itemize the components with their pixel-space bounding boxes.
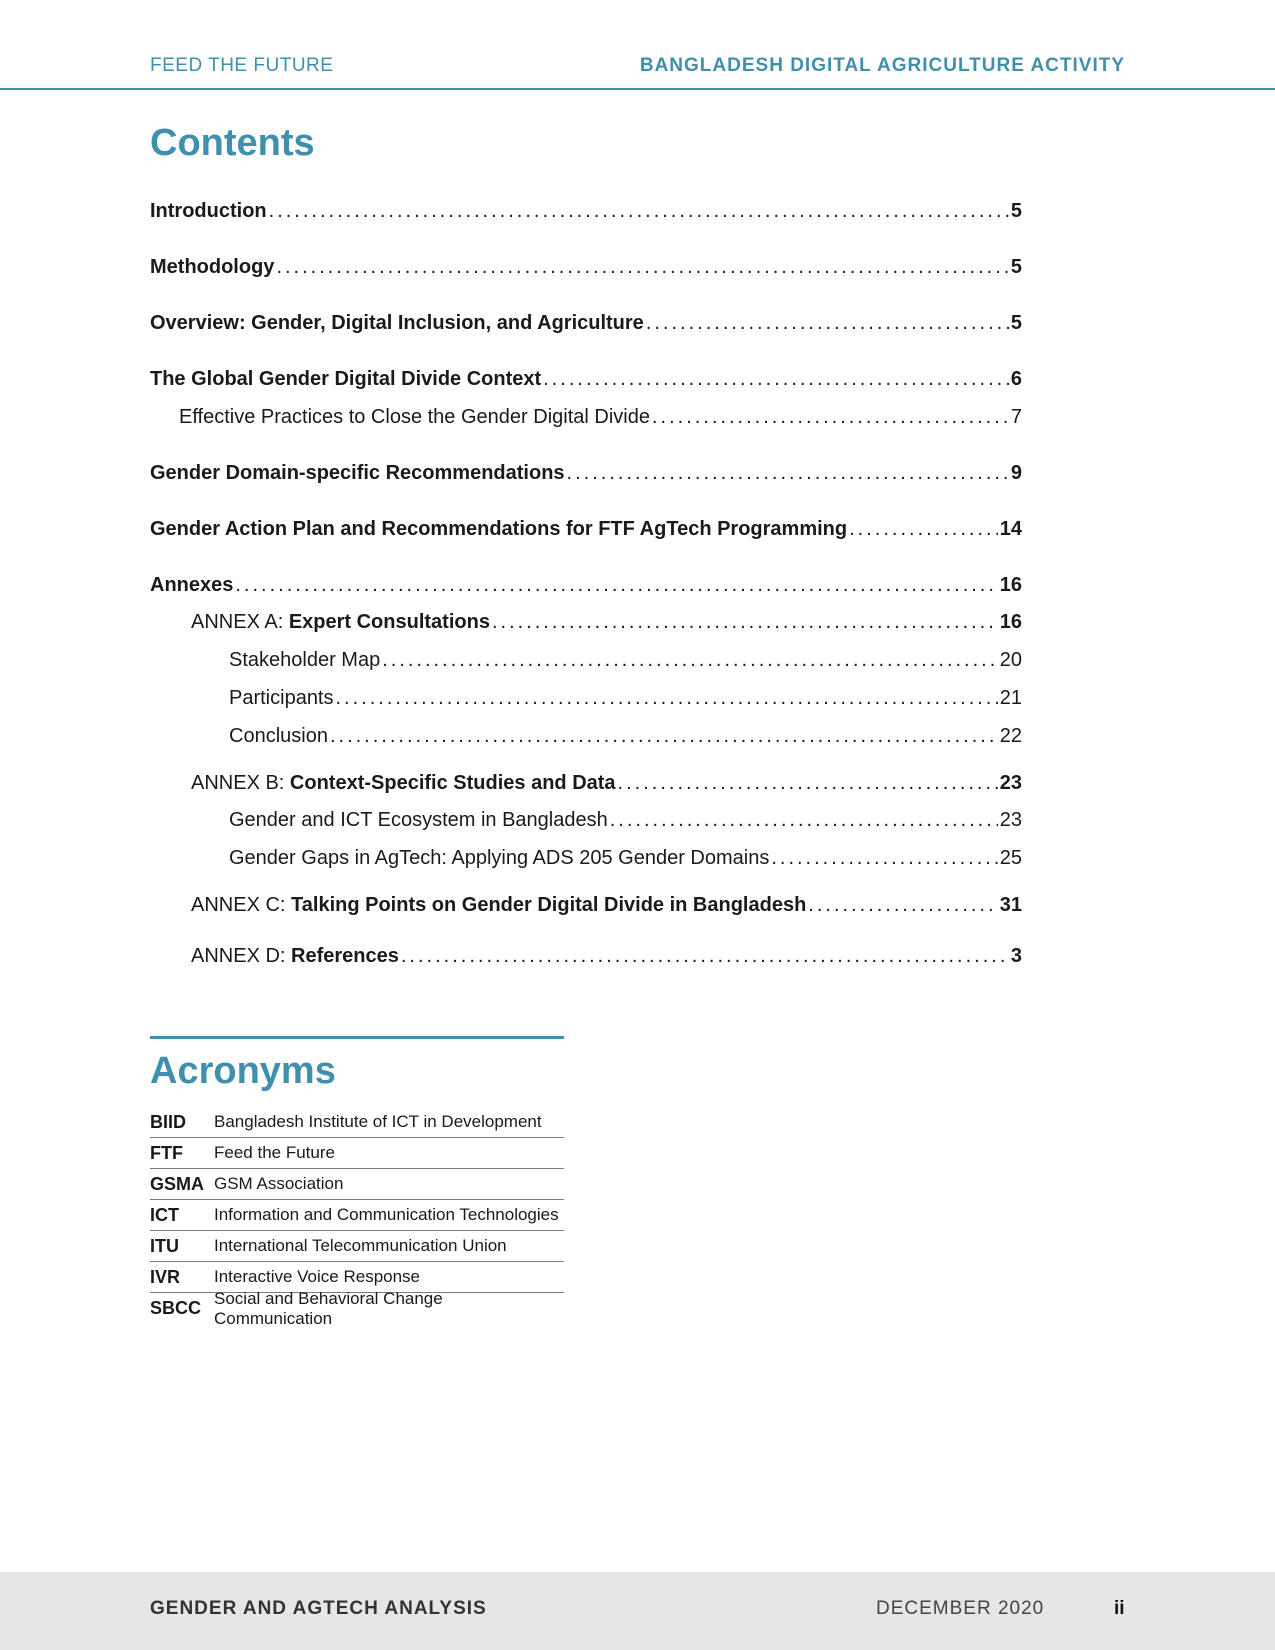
toc-entry-action-plan[interactable] xyxy=(150,516,1022,542)
contents-title: Contents xyxy=(150,122,315,164)
acronym-definition: Interactive Voice Response xyxy=(214,1267,421,1286)
toc-entry-overview[interactable] xyxy=(150,310,1022,336)
toc-entry-page: 23 xyxy=(999,772,1022,794)
acronyms-table xyxy=(150,1107,564,1328)
toc-leader-dots xyxy=(235,572,997,598)
toc-entry-label: Conclusion xyxy=(229,725,328,747)
toc-entry-page: 20 xyxy=(999,649,1022,671)
header-program-name: FEED THE FUTURE xyxy=(150,55,334,76)
footer-document-title: GENDER AND AGTECH ANALYSIS xyxy=(150,1598,487,1619)
toc-entry-page: 5 xyxy=(1010,312,1022,334)
page-header xyxy=(0,0,1275,90)
acronym-row xyxy=(150,1138,564,1169)
annex-prefix: ANNEX C: xyxy=(191,894,292,916)
toc-leader-dots xyxy=(652,404,1009,430)
toc-leader-dots xyxy=(401,943,1009,969)
toc-entry-label xyxy=(191,892,806,918)
toc-entry-annex-d[interactable] xyxy=(191,943,1022,969)
annex-title: Talking Points on Gender Digital Divide in Bangladesh xyxy=(291,894,807,916)
toc-entry-stakeholder-map[interactable] xyxy=(229,647,1022,673)
acronym-definition: Bangladesh Institute of ICT in Development xyxy=(214,1112,542,1131)
toc-entry-label xyxy=(191,943,399,969)
toc-entry-page: 6 xyxy=(1010,368,1022,390)
toc-entry-page: 16 xyxy=(999,574,1022,596)
acronym-row xyxy=(150,1107,564,1138)
acronyms-rule xyxy=(150,1036,564,1039)
toc-leader-dots xyxy=(646,310,1009,336)
toc-leader-dots xyxy=(567,460,1009,486)
toc-entry-conclusion[interactable] xyxy=(229,723,1022,749)
toc-leader-dots xyxy=(276,254,1008,280)
toc-entry-label: Introduction xyxy=(150,200,267,222)
toc-entry-annexes[interactable] xyxy=(150,572,1022,598)
acronym-definition: Social and Behavioral Change Communication xyxy=(214,1288,443,1328)
toc-entry-label: Gender Gaps in AgTech: Applying ADS 205 Gender Domains xyxy=(229,847,770,869)
toc-entry-page: 7 xyxy=(1010,406,1022,428)
toc-entry-label: Gender Action Plan and Recommendations for FTF AgTech Programming xyxy=(150,518,848,540)
toc-entry-page: 22 xyxy=(999,725,1022,747)
acronym-abbreviation: SBCC xyxy=(150,1298,202,1318)
toc-entry-label: Annexes xyxy=(150,574,234,596)
annex-title: Expert Consultations xyxy=(288,611,490,633)
acronym-abbreviation: IVR xyxy=(150,1266,181,1287)
toc-entry-page: 25 xyxy=(999,847,1022,869)
acronym-abbreviation: FTF xyxy=(150,1142,183,1163)
toc-entry-ict-ecosystem[interactable] xyxy=(229,807,1022,833)
toc-entry-page: 5 xyxy=(1010,256,1022,278)
toc-leader-dots xyxy=(849,516,998,542)
acronyms-title: Acronyms xyxy=(150,1050,336,1092)
toc-leader-dots xyxy=(269,198,1009,224)
acronym-row xyxy=(150,1288,564,1328)
toc-entry-annex-c[interactable] xyxy=(191,892,1022,918)
toc-entry-methodology[interactable] xyxy=(150,254,1022,280)
toc-entry-gender-gaps[interactable] xyxy=(229,845,1022,871)
toc-entry-page: 31 xyxy=(999,894,1022,916)
acronym-definition: International Telecommunication Union xyxy=(214,1236,507,1255)
acronym-row xyxy=(150,1169,564,1200)
toc-leader-dots xyxy=(771,845,997,871)
toc-entry-page: 14 xyxy=(999,518,1022,540)
toc-entry-global-divide[interactable] xyxy=(150,366,1022,392)
annex-prefix: ANNEX D: xyxy=(191,945,292,967)
toc-entry-page: 23 xyxy=(999,809,1022,831)
annex-prefix: ANNEX B: xyxy=(191,772,290,794)
toc-entry-annex-b[interactable] xyxy=(191,770,1022,796)
acronym-row xyxy=(150,1200,564,1231)
acronym-abbreviation: ICT xyxy=(150,1204,179,1225)
footer-page-number: ii xyxy=(1114,1598,1125,1619)
toc-entry-label xyxy=(191,609,490,635)
acronym-definition: Information and Communication Technologies xyxy=(214,1205,559,1224)
acronym-abbreviation: ITU xyxy=(150,1235,179,1256)
toc-entry-page: 16 xyxy=(999,611,1022,633)
toc-entry-page: 21 xyxy=(999,687,1022,709)
header-activity-name: BANGLADESH DIGITAL AGRICULTURE ACTIVITY xyxy=(639,55,1125,76)
toc-entry-page: 5 xyxy=(1010,200,1022,222)
annex-title: Context-Specific Studies and Data xyxy=(289,772,616,794)
toc-leader-dots xyxy=(543,366,1009,392)
toc-entry-label xyxy=(191,770,616,796)
toc-entry-label: Gender and ICT Ecosystem in Bangladesh xyxy=(229,809,608,831)
toc-entry-label: The Global Gender Digital Divide Context xyxy=(150,368,542,390)
toc-entry-label: Methodology xyxy=(150,256,275,278)
acronym-abbreviation: BIID xyxy=(150,1111,186,1132)
acronym-abbreviation: GSMA xyxy=(150,1173,204,1194)
acronym-definition: GSM Association xyxy=(214,1174,344,1193)
toc-entry-page: 9 xyxy=(1010,462,1022,484)
toc-leader-dots xyxy=(808,892,997,918)
acronym-definition: Feed the Future xyxy=(214,1143,335,1162)
annex-prefix: ANNEX A: xyxy=(191,611,289,633)
toc-leader-dots xyxy=(382,647,998,673)
toc-leader-dots xyxy=(618,770,998,796)
toc-leader-dots xyxy=(330,723,998,749)
toc-entry-label: Stakeholder Map xyxy=(229,649,381,671)
toc-entry-label: Gender Domain-specific Recommendations xyxy=(150,462,565,484)
toc-entry-domain-recommendations[interactable] xyxy=(150,460,1022,486)
toc-entry-label: Overview: Gender, Digital Inclusion, and Agriculture xyxy=(150,312,644,334)
toc-entry-introduction[interactable] xyxy=(150,198,1022,224)
toc-entry-label: Effective Practices to Close the Gender Digital Divide xyxy=(179,406,650,428)
toc-entry-effective-practices[interactable] xyxy=(179,404,1022,430)
toc-entry-annex-a[interactable] xyxy=(191,609,1022,635)
toc-entry-label: Participants xyxy=(229,687,334,709)
footer-date: DECEMBER 2020 xyxy=(876,1598,1045,1619)
page-footer xyxy=(0,1572,1275,1650)
annex-title: References xyxy=(291,945,399,967)
toc-entry-page: 3 xyxy=(1010,945,1022,967)
acronym-row xyxy=(150,1231,564,1262)
toc-leader-dots xyxy=(492,609,998,635)
toc-leader-dots xyxy=(610,807,998,833)
toc-leader-dots xyxy=(336,685,998,711)
toc-entry-participants[interactable] xyxy=(229,685,1022,711)
